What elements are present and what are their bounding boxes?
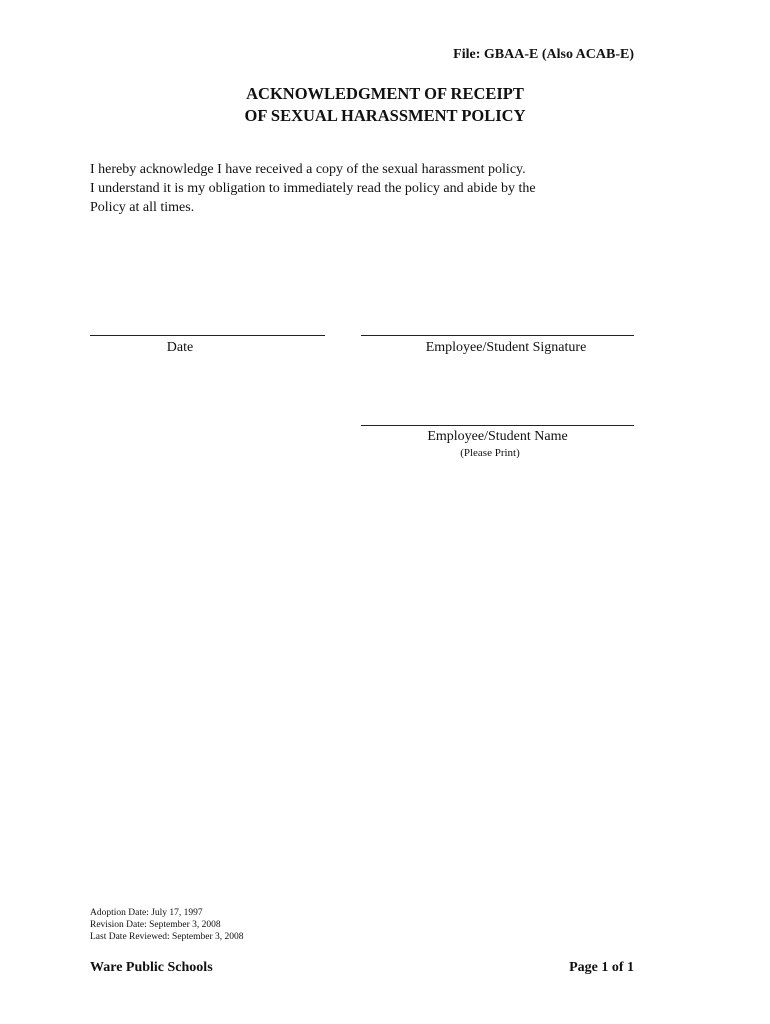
revision-date: Revision Date: September 3, 2008 [90,920,221,930]
title-line-1: ACKNOWLEDGMENT OF RECEIPT [246,84,524,103]
date-label: Date [166,340,194,355]
body-line-2: I understand it is my obligation to immediately read the policy and abide by the [90,181,536,196]
name-sublabel: (Please Print) [460,447,520,459]
date-line[interactable] [90,335,325,336]
body-line-1: I hereby acknowledge I have received a copy of the sexual harassment policy. [90,162,526,177]
document-title [0,83,770,127]
signature-label: Employee/Student Signature [425,340,587,355]
name-label: Employee/Student Name [427,429,568,444]
organization-name: Ware Public Schools [90,960,213,975]
adoption-date: Adoption Date: July 17, 1997 [90,908,203,918]
body-line-3: Policy at all times. [90,200,195,215]
policy-dates [90,907,244,943]
last-reviewed-date: Last Date Reviewed: September 3, 2008 [90,932,244,942]
page-number: Page 1 of 1 [569,960,634,975]
file-reference: File: GBAA-E (Also ACAB-E) [453,47,634,62]
signature-line[interactable] [361,335,634,336]
acknowledgment-text [90,160,650,217]
name-line[interactable] [361,425,634,426]
title-line-2: OF SEXUAL HARASSMENT POLICY [244,106,526,125]
